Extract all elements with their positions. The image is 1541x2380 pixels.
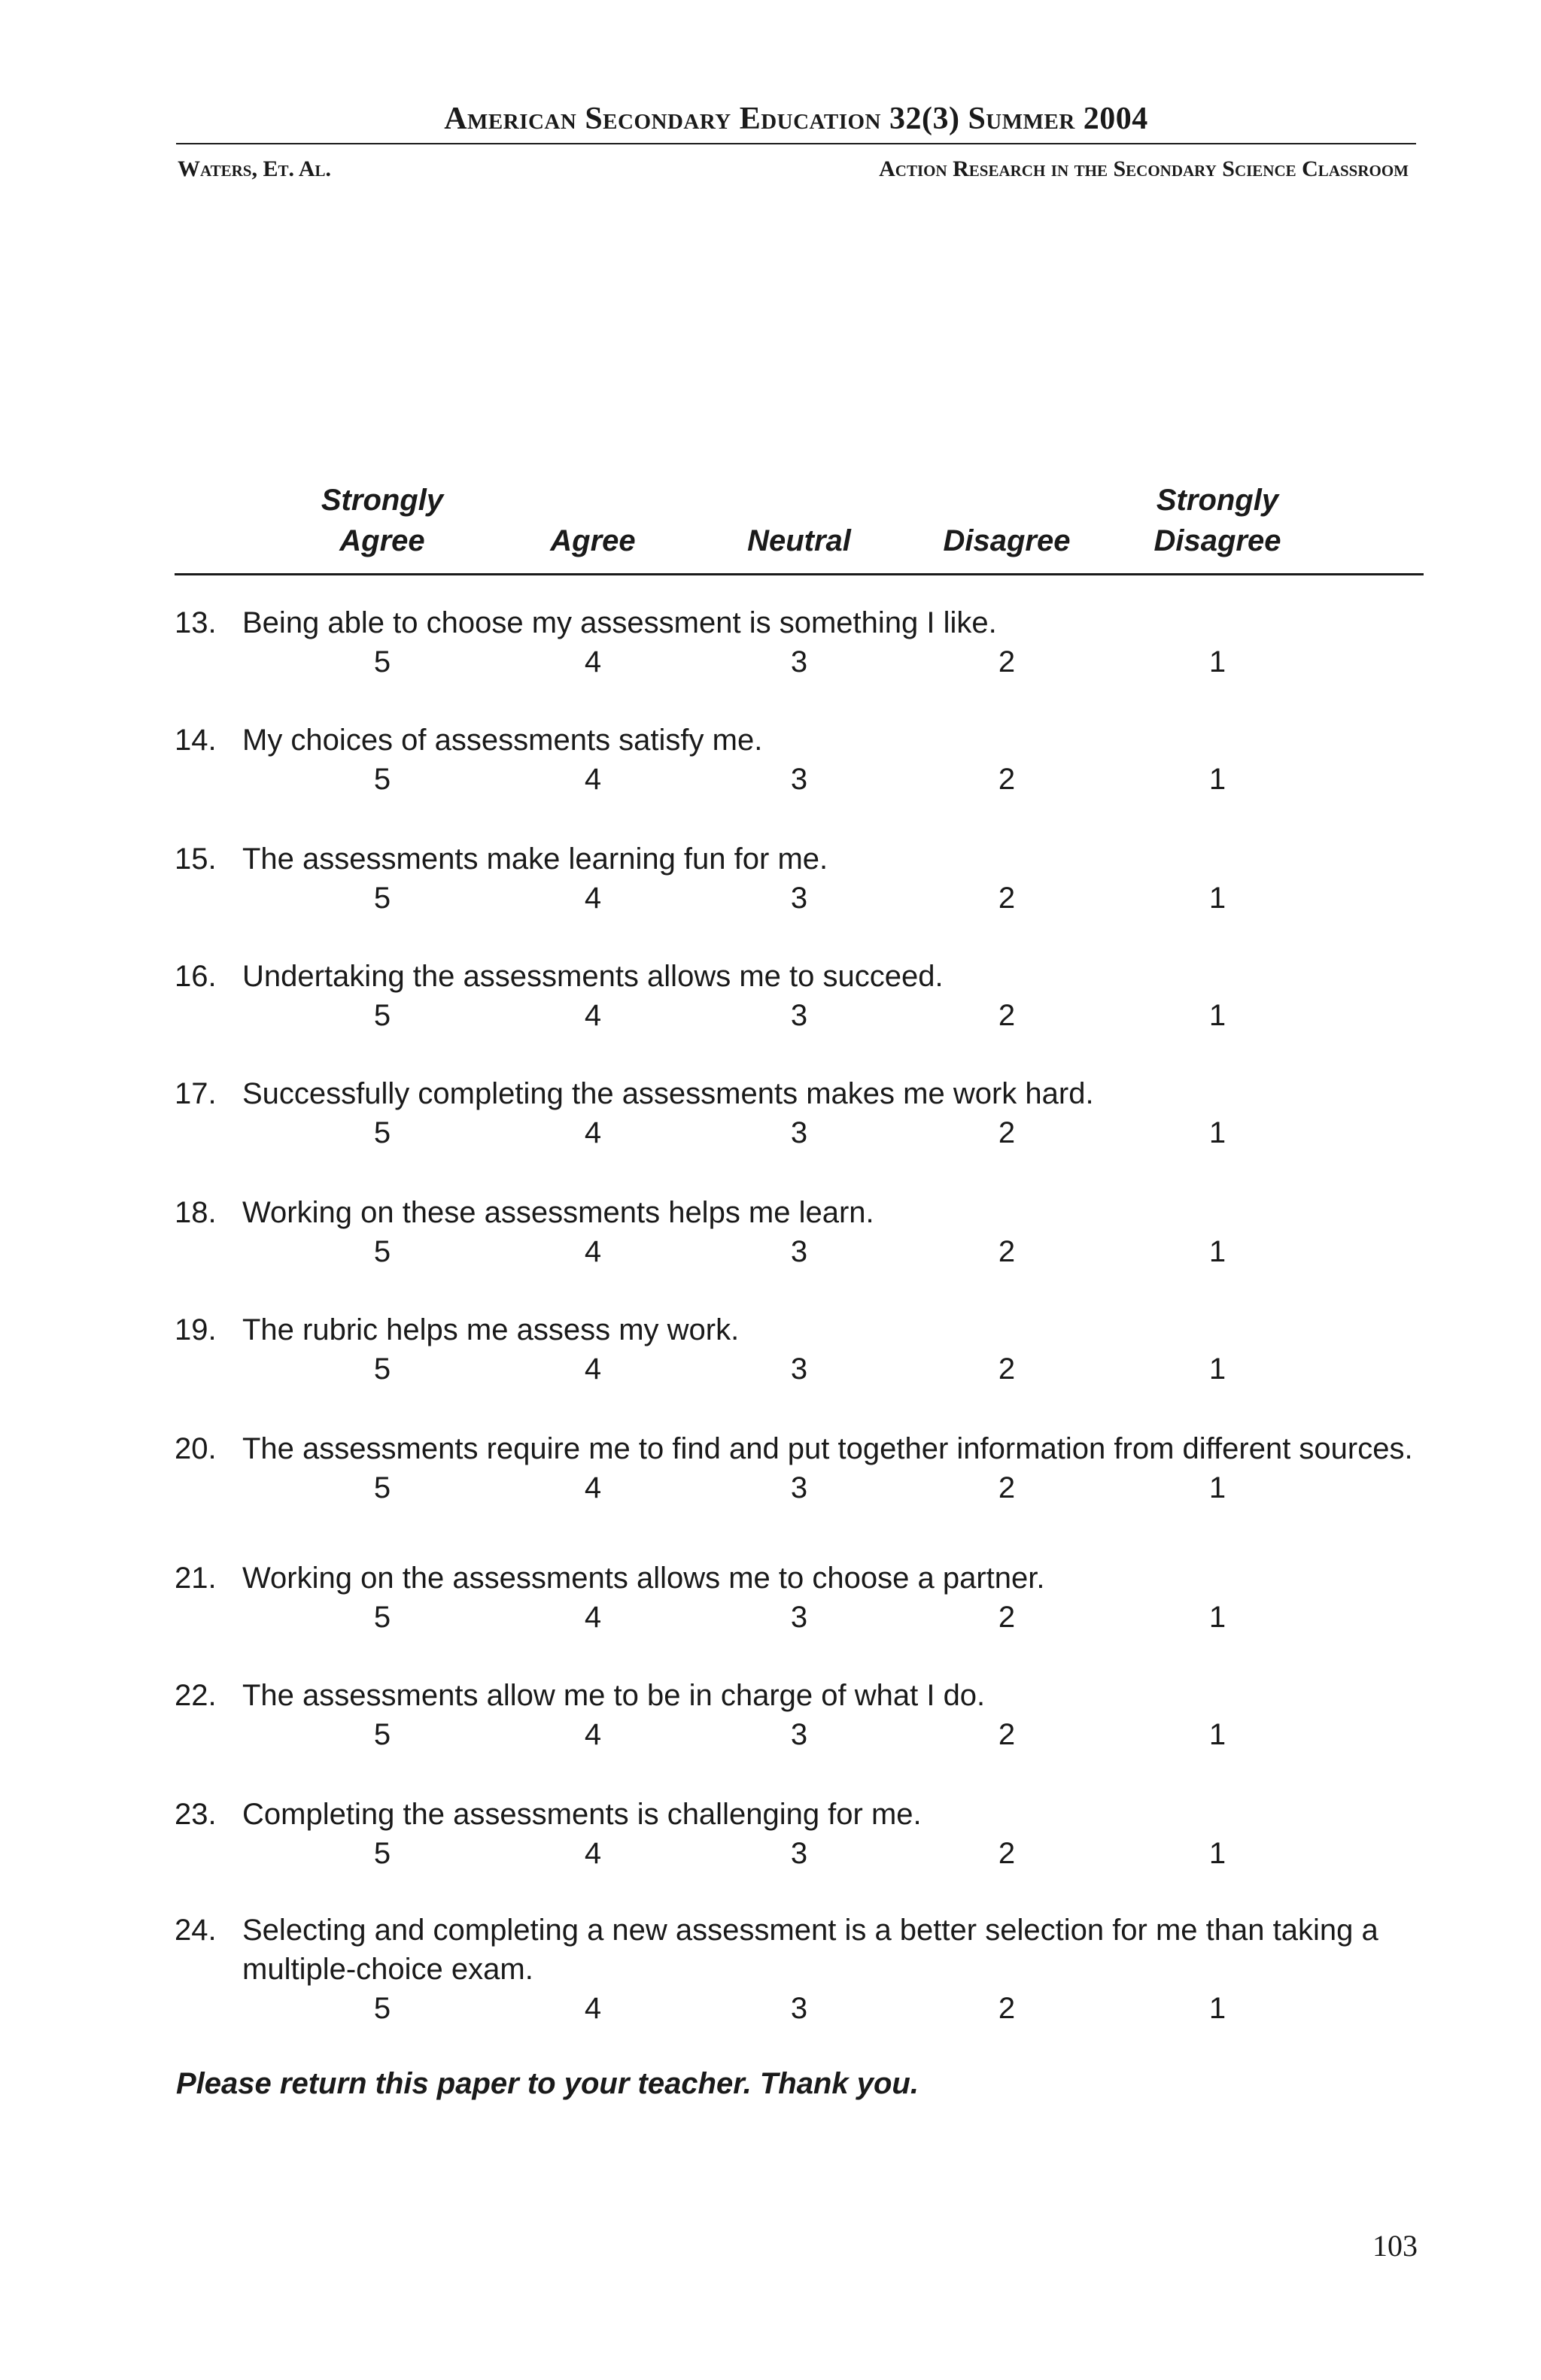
- rating-value: 4: [584, 1471, 602, 1504]
- rating-value: 1: [1208, 1992, 1226, 2025]
- item-number: 17.: [175, 1077, 217, 1110]
- rating-scale-header: [0, 471, 1541, 561]
- rating-value: 3: [790, 1837, 808, 1870]
- header-rule: [176, 143, 1416, 144]
- item-statement: Working on the assessments allows me to choose a partner.: [242, 1562, 1045, 1595]
- scale-label-line1: Strongly: [321, 484, 444, 517]
- rating-value: 4: [584, 1601, 602, 1634]
- rating-value: 2: [998, 999, 1016, 1032]
- rating-value: 2: [998, 882, 1016, 915]
- scale-agree: [503, 521, 683, 561]
- rating-value: 3: [790, 1718, 808, 1751]
- item-statement: The assessments make learning fun for me.: [242, 842, 828, 876]
- rating-value: 4: [584, 1116, 602, 1149]
- scale-neutral: [709, 521, 889, 561]
- scale-strongly-disagree: [1127, 480, 1308, 561]
- rating-value: 3: [790, 1471, 808, 1504]
- rating-value: 1: [1208, 1837, 1226, 1870]
- rating-value: 5: [373, 645, 391, 678]
- rating-value: 5: [373, 1352, 391, 1386]
- item-statement: My choices of assessments satisfy me.: [242, 724, 763, 757]
- rating-value: 4: [584, 645, 602, 678]
- rating-value: 4: [584, 1718, 602, 1751]
- rating-value: 3: [790, 1601, 808, 1634]
- item-number: 15.: [175, 842, 217, 876]
- rating-value: 2: [998, 1718, 1016, 1751]
- rating-value: 5: [373, 999, 391, 1032]
- rating-value: 4: [584, 1235, 602, 1268]
- rating-value: 3: [790, 645, 808, 678]
- rating-value: 1: [1208, 1718, 1226, 1751]
- rating-value: 3: [790, 999, 808, 1032]
- item-number: 23.: [175, 1798, 217, 1831]
- item-statement: Completing the assessments is challenging for me.: [242, 1798, 922, 1831]
- item-number: 20.: [175, 1432, 217, 1465]
- rating-value: 4: [584, 1352, 602, 1386]
- rating-value: 2: [998, 1352, 1016, 1386]
- rating-value: 2: [998, 1837, 1016, 1870]
- item-statement: The rubric helps me assess my work.: [242, 1313, 740, 1346]
- scale-label-line1: Strongly: [1156, 484, 1279, 517]
- scale-label-line2: Agree: [550, 524, 636, 557]
- item-statement: The assessments require me to find and put together information from different sources.: [242, 1432, 1413, 1465]
- rating-value: 3: [790, 1116, 808, 1149]
- item-statement: Being able to choose my assessment is something I like.: [242, 606, 997, 639]
- rating-value: 4: [584, 1837, 602, 1870]
- item-statement: The assessments allow me to be in charge of what I do.: [242, 1679, 986, 1712]
- author-line: Waters, Et. Al.: [178, 156, 331, 181]
- scale-rule: [175, 573, 1424, 575]
- rating-value: 2: [998, 1601, 1016, 1634]
- rating-value: 3: [790, 1992, 808, 2025]
- item-statement: Working on these assessments helps me learn.: [242, 1196, 874, 1229]
- rating-value: 1: [1208, 1116, 1226, 1149]
- item-number: 13.: [175, 606, 217, 639]
- rating-value: 4: [584, 763, 602, 796]
- rating-value: 5: [373, 763, 391, 796]
- rating-value: 4: [584, 1992, 602, 2025]
- item-number: 22.: [175, 1679, 217, 1712]
- rating-value: 4: [584, 999, 602, 1032]
- rating-value: 3: [790, 1235, 808, 1268]
- item-number: 18.: [175, 1196, 217, 1229]
- rating-value: 1: [1208, 1471, 1226, 1504]
- rating-value: 2: [998, 1992, 1016, 2025]
- item-statement: Successfully completing the assessments makes me work hard.: [242, 1077, 1094, 1110]
- rating-value: 2: [998, 645, 1016, 678]
- rating-value: 5: [373, 1116, 391, 1149]
- rating-value: 1: [1208, 1235, 1226, 1268]
- rating-value: 2: [998, 763, 1016, 796]
- scale-strongly-agree: [292, 480, 473, 561]
- item-number: 14.: [175, 724, 217, 757]
- rating-value: 2: [998, 1116, 1016, 1149]
- item-number: 24.: [175, 1914, 217, 1947]
- rating-value: 2: [998, 1235, 1016, 1268]
- rating-value: 5: [373, 1601, 391, 1634]
- rating-value: 1: [1208, 1352, 1226, 1386]
- rating-value: 1: [1208, 882, 1226, 915]
- item-statement: Undertaking the assessments allows me to succeed.: [242, 960, 944, 993]
- rating-value: 4: [584, 882, 602, 915]
- rating-value: 5: [373, 1718, 391, 1751]
- rating-value: 5: [373, 882, 391, 915]
- closing-instruction: Please return this paper to your teacher. Thank you.: [176, 2067, 919, 2100]
- rating-value: 1: [1208, 645, 1226, 678]
- item-number: 21.: [175, 1562, 217, 1595]
- scale-label-line2: Neutral: [747, 524, 851, 557]
- item-statement: Selecting and completing a new assessment is a better selection for me than taking a multiple-choice exam.: [242, 1914, 1378, 1986]
- running-title: Action Research in the Secondary Science Classroom: [879, 156, 1409, 181]
- rating-value: 2: [998, 1471, 1016, 1504]
- item-number: 16.: [175, 960, 217, 993]
- rating-value: 1: [1208, 999, 1226, 1032]
- journal-title: American Secondary Education 32(3) Summer 2004: [444, 102, 1148, 136]
- rating-value: 1: [1208, 1601, 1226, 1634]
- rating-value: 5: [373, 1235, 391, 1268]
- scale-label-line2: Agree: [339, 524, 425, 557]
- rating-value: 5: [373, 1837, 391, 1870]
- page-number: 103: [1372, 2229, 1418, 2263]
- item-number: 19.: [175, 1313, 217, 1346]
- scale-disagree: [916, 521, 1097, 561]
- rating-value: 5: [373, 1471, 391, 1504]
- rating-value: 5: [373, 1992, 391, 2025]
- rating-value: 3: [790, 882, 808, 915]
- rating-value: 3: [790, 763, 808, 796]
- rating-value: 1: [1208, 763, 1226, 796]
- rating-value: 3: [790, 1352, 808, 1386]
- scale-label-line2: Disagree: [943, 524, 1071, 557]
- scale-label-line2: Disagree: [1153, 524, 1281, 557]
